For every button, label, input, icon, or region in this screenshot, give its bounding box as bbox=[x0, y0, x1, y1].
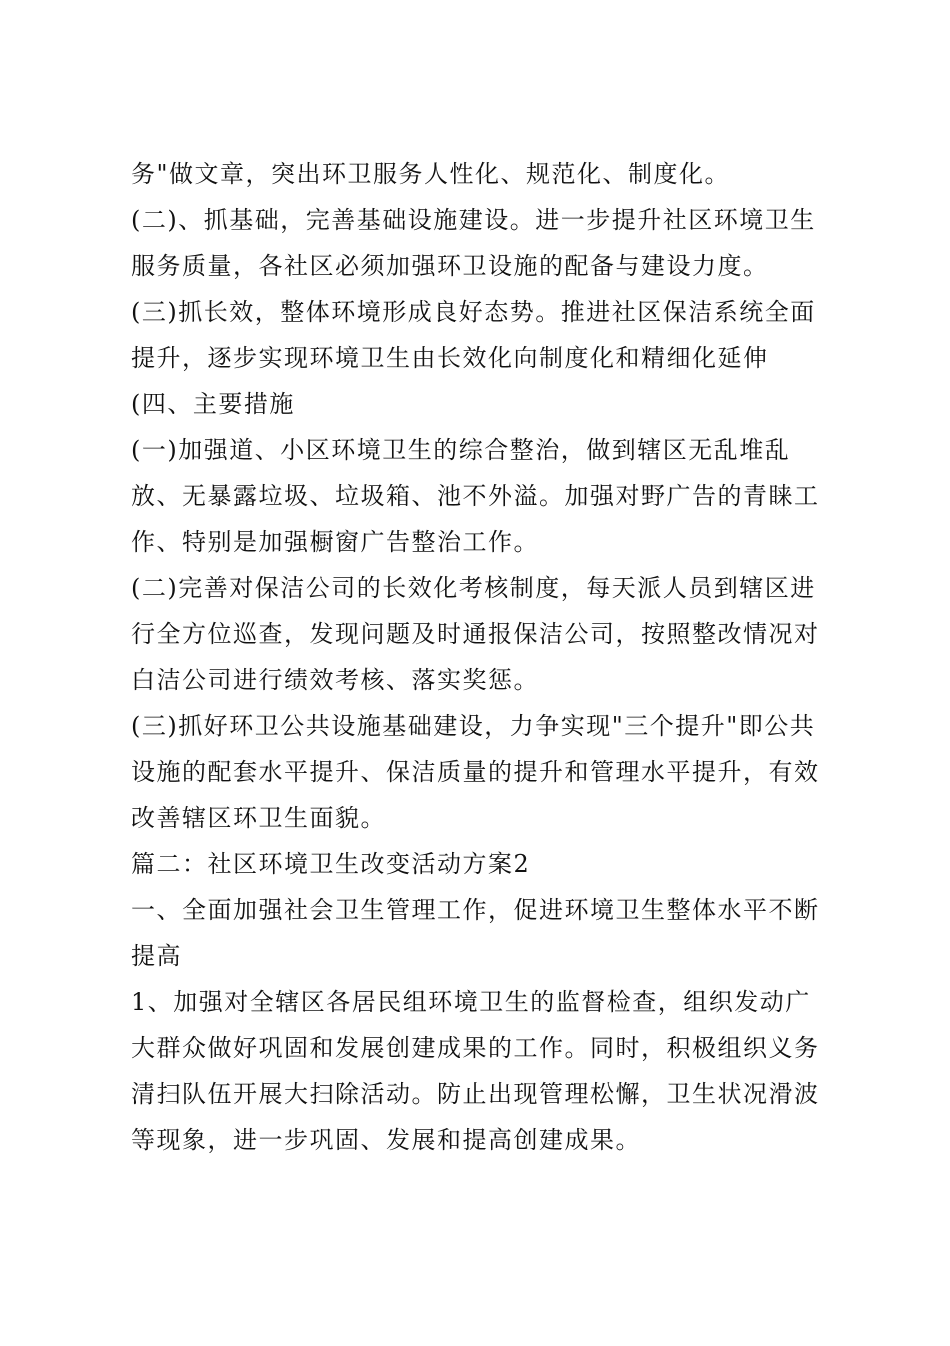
text-line: 等现象，进一步巩固、发展和提高创建成果。 bbox=[131, 1126, 641, 1154]
text-line: (三)抓长效，整体环境形成良好态势。推进社区保洁系统全面 bbox=[131, 298, 816, 326]
section-heading: (四、主要措施 bbox=[131, 390, 295, 418]
text-line: 清扫队伍开展大扫除活动。防止出现管理松懈，卫生状况滑波 bbox=[131, 1080, 820, 1108]
text-line: (一)加强道、小区环境卫生的综合整治，做到辖区无乱堆乱 bbox=[131, 436, 791, 464]
text-line: 提高 bbox=[131, 942, 182, 970]
text-line: (二)完善对保洁公司的长效化考核制度，每天派人员到辖区进 bbox=[131, 574, 816, 602]
section-heading: 篇二：社区环境卫生改变活动方案2 bbox=[131, 850, 531, 878]
text-line: 1、加强对全辖区各居民组环境卫生的监督检查，组织发动广 bbox=[131, 988, 811, 1016]
text-line: 设施的配套水平提升、保洁质量的提升和管理水平提升，有效 bbox=[131, 758, 820, 786]
text-line: 作、特别是加强橱窗广告整治工作。 bbox=[131, 528, 539, 556]
text-line: 大群众做好巩固和发展创建成果的工作。同时，积极组织义务 bbox=[131, 1034, 820, 1062]
document-body bbox=[131, 151, 831, 1163]
text-line: 白洁公司进行绩效考核、落实奖惩。 bbox=[131, 666, 539, 694]
text-line: (二)、抓基础，完善基础设施建设。进一步提升社区环境卫生 bbox=[131, 206, 816, 234]
text-line: 提升，逐步实现环境卫生由长效化向制度化和精细化延伸 bbox=[131, 344, 769, 372]
text-line: 一、全面加强社会卫生管理工作，促进环境卫生整体水平不断 bbox=[131, 896, 820, 924]
text-line: 服务质量，各社区必须加强环卫设施的配备与建设力度。 bbox=[131, 252, 769, 280]
text-line: 改善辖区环卫生面貌。 bbox=[131, 804, 386, 832]
text-line: 务"做文章，突出环卫服务人性化、规范化、制度化。 bbox=[131, 160, 731, 188]
text-line: 放、无暴露垃圾、垃圾箱、池不外溢。加强对野广告的青睐工 bbox=[131, 482, 820, 510]
text-line: 行全方位巡查，发现问题及时通报保洁公司，按照整改情况对 bbox=[131, 620, 820, 648]
text-line: (三)抓好环卫公共设施基础建设，力争实现"三个提升"即公共 bbox=[131, 712, 816, 740]
